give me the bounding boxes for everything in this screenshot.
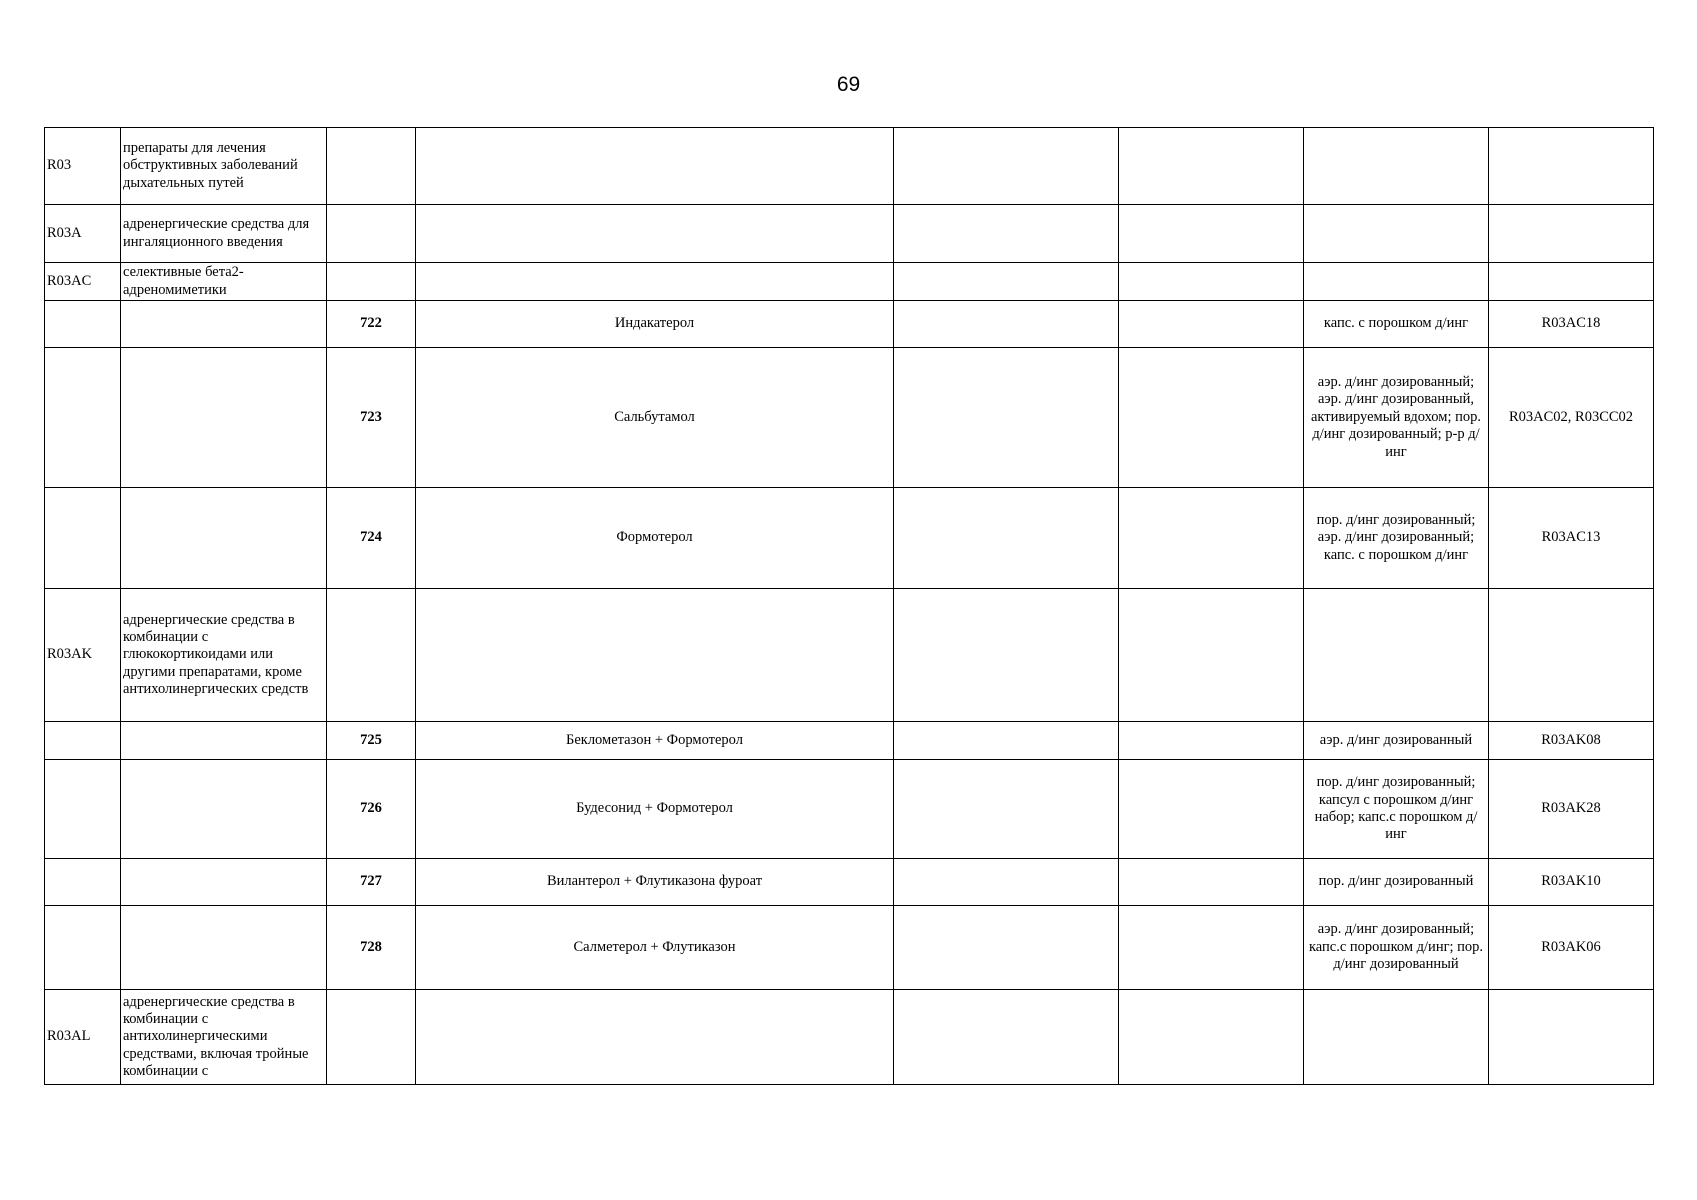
atc-code: R03AC02, R03CC02 [1489,348,1654,488]
empty-cell [1119,301,1304,348]
atc-group-code: R03AC [45,263,121,301]
item-number [327,990,416,1085]
atc-group-description [121,488,327,589]
table-row [45,301,1654,348]
empty-cell [1119,589,1304,722]
empty-cell [1119,205,1304,263]
atc-group-description [121,722,327,760]
dosage-form: капс. с порошком д/инг [1304,301,1489,348]
item-number [327,263,416,301]
table-row [45,488,1654,589]
dosage-form: пор. д/инг дозированный; аэр. д/инг дозированный; капс. с порошком д/инг [1304,488,1489,589]
item-number [327,589,416,722]
drug-name [416,205,894,263]
atc-group-code [45,301,121,348]
atc-code: R03AK28 [1489,760,1654,859]
atc-code: R03AK10 [1489,859,1654,906]
drug-name: Вилантерол + Флутиказона фуроат [416,859,894,906]
atc-group-description: адренергические средства в комбинации с антихолинергическими средствами, включая тройные комбинации с [121,990,327,1085]
empty-cell [894,348,1119,488]
empty-cell [894,263,1119,301]
item-number: 728 [327,906,416,990]
atc-group-code [45,859,121,906]
drug-table [44,127,1654,1085]
drug-name: Беклометазон + Формотерол [416,722,894,760]
drug-name [416,128,894,205]
table-row [45,722,1654,760]
table-row [45,760,1654,859]
table-row [45,990,1654,1085]
drug-name: Будесонид + Формотерол [416,760,894,859]
drug-name: Сальбутамол [416,348,894,488]
dosage-form [1304,263,1489,301]
atc-group-description [121,301,327,348]
empty-cell [894,301,1119,348]
table-row [45,906,1654,990]
atc-code [1489,589,1654,722]
empty-cell [1119,488,1304,589]
dosage-form: пор. д/инг дозированный; капсул с порошком д/инг набор; капс.с порошком д/инг [1304,760,1489,859]
table-row [45,348,1654,488]
atc-group-description [121,859,327,906]
page-number: 69 [836,73,861,96]
atc-group-code [45,906,121,990]
drug-name [416,263,894,301]
drug-name [416,990,894,1085]
empty-cell [894,906,1119,990]
table-row [45,205,1654,263]
dosage-form [1304,589,1489,722]
empty-cell [894,990,1119,1085]
dosage-form: аэр. д/инг дозированный; аэр. д/инг дозированный, активируемый вдохом; пор. д/инг дозированный; р-р д/инг [1304,348,1489,488]
item-number [327,205,416,263]
table-row [45,128,1654,205]
item-number: 724 [327,488,416,589]
atc-group-description: адренергические средства в комбинации с глюкокортикоидами или другими препаратами, кроме антихолинергических средств [121,589,327,722]
atc-group-description: селективные бета2-адреномиметики [121,263,327,301]
drug-name: Формотерол [416,488,894,589]
atc-code: R03AC18 [1489,301,1654,348]
empty-cell [1119,263,1304,301]
atc-code [1489,128,1654,205]
item-number: 723 [327,348,416,488]
empty-cell [1119,990,1304,1085]
atc-group-description [121,348,327,488]
empty-cell [894,859,1119,906]
empty-cell [1119,859,1304,906]
atc-group-code: R03AL [45,990,121,1085]
atc-group-code [45,488,121,589]
atc-group-code: R03A [45,205,121,263]
atc-group-description: препараты для лечения обструктивных заболеваний дыхательных путей [121,128,327,205]
atc-group-code: R03 [45,128,121,205]
table-row [45,589,1654,722]
empty-cell [894,128,1119,205]
table-row [45,263,1654,301]
atc-code [1489,263,1654,301]
empty-cell [894,722,1119,760]
drug-name: Салметерол + Флутиказон [416,906,894,990]
dosage-form: пор. д/инг дозированный [1304,859,1489,906]
dosage-form [1304,990,1489,1085]
atc-group-code: R03AK [45,589,121,722]
empty-cell [894,488,1119,589]
empty-cell [1119,760,1304,859]
atc-group-code [45,348,121,488]
atc-code: R03AK06 [1489,906,1654,990]
drug-name [416,589,894,722]
dosage-form [1304,128,1489,205]
item-number [327,128,416,205]
drug-name: Индакатерол [416,301,894,348]
atc-group-code [45,722,121,760]
empty-cell [1119,128,1304,205]
item-number: 722 [327,301,416,348]
empty-cell [894,205,1119,263]
atc-code: R03AC13 [1489,488,1654,589]
empty-cell [1119,348,1304,488]
dosage-form: аэр. д/инг дозированный [1304,722,1489,760]
atc-group-description [121,760,327,859]
atc-code [1489,205,1654,263]
empty-cell [894,589,1119,722]
empty-cell [1119,722,1304,760]
item-number: 726 [327,760,416,859]
empty-cell [894,760,1119,859]
empty-cell [1119,906,1304,990]
atc-code: R03AK08 [1489,722,1654,760]
table-row [45,859,1654,906]
item-number: 727 [327,859,416,906]
dosage-form [1304,205,1489,263]
atc-group-code [45,760,121,859]
item-number: 725 [327,722,416,760]
atc-code [1489,990,1654,1085]
dosage-form: аэр. д/инг дозированный; капс.с порошком д/инг; пор. д/инг дозированный [1304,906,1489,990]
atc-group-description [121,906,327,990]
atc-group-description: адренергические средства для ингаляционного введения [121,205,327,263]
